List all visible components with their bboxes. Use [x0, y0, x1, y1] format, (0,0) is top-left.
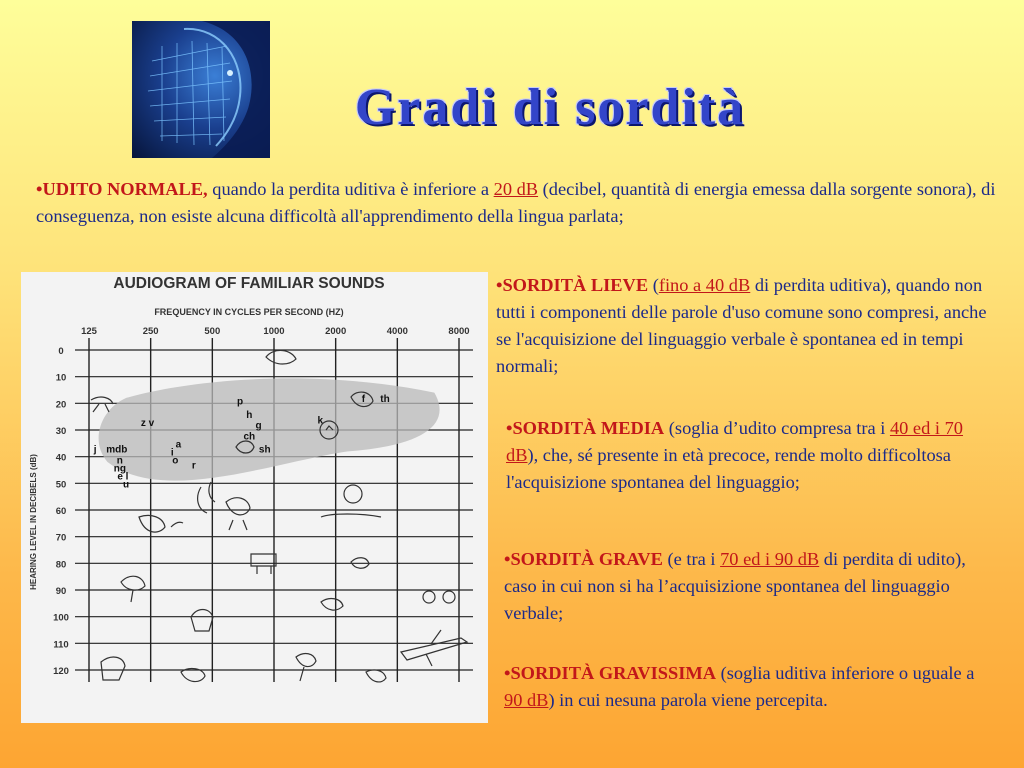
text: di perdita uditiva), quando non tutti i componenti delle parole d'uso comune sono compresi, anche se l'acquisizione del linguaggio verbale è spontanea ed in tempi normali;: [496, 275, 987, 376]
link-20-db[interactable]: 20 dB: [493, 179, 539, 199]
page-title: Gradi di sordità: [354, 79, 746, 136]
level-labels: [53, 346, 69, 677]
keyword-sordita-gravissima: SORDITÀ GRAVISSIMA: [510, 663, 717, 683]
bird-icon: [266, 350, 296, 364]
text: quando la perdita uditiva è inferiore a: [207, 179, 494, 199]
phoneme-label: a: [175, 439, 182, 451]
keyword-sordita-media: SORDITÀ MEDIA: [512, 418, 665, 438]
frequency-label: 8000: [448, 326, 470, 337]
level-label: 120: [53, 666, 69, 677]
level-label: 110: [53, 639, 69, 651]
face-grid-icon: [132, 21, 270, 158]
phoneme-label: ch: [243, 431, 256, 443]
phoneme-label: h: [246, 410, 253, 421]
keyword-sordita-grave: SORDITÀ GRAVE: [510, 549, 663, 569]
barking-dog-icon: [139, 515, 183, 532]
keyword-sordita-lieve: SORDITÀ LIEVE: [502, 275, 649, 295]
phoneme-label: u: [122, 479, 130, 491]
text: (e tra i: [662, 549, 721, 569]
helicopter-icon: [191, 610, 213, 632]
level-label: 20: [55, 399, 67, 411]
motorcycle-wheel-icon: [443, 591, 455, 603]
bullet: •: [506, 418, 513, 438]
level-label: 60: [55, 506, 67, 517]
section-sordita-grave: [504, 546, 996, 627]
frequency-label: 4000: [386, 326, 408, 337]
section-sordita-media: [506, 415, 998, 496]
audiogram-svg: [21, 272, 488, 723]
audiogram-chart: [21, 272, 488, 723]
phoneme-label: g: [255, 420, 262, 432]
phoneme-label: i: [170, 447, 174, 459]
phoneme-label: j: [93, 444, 97, 456]
frequency-label: 1000: [263, 326, 285, 337]
level-label: 80: [55, 559, 67, 571]
text: ) in cui nesuna parola viene percepita.: [548, 690, 828, 710]
text: (decibel, quantità di energia emessa dalla sorgente sonora), di conseguenza, non esiste alcuna difficoltà all'apprendimento della lingua parlata;: [36, 179, 996, 226]
text: (soglia uditiva inferiore o uguale a: [716, 663, 975, 683]
level-label: 0: [58, 346, 64, 357]
phoneme-label: p: [237, 396, 244, 408]
phoneme-label: k: [317, 415, 324, 427]
phoneme-label: ng: [113, 463, 126, 475]
dog-icon: [226, 498, 250, 530]
text: (soglia d’udito compresa tra i: [664, 418, 890, 438]
level-label: 90: [55, 586, 67, 597]
phoneme-label: z v: [140, 418, 155, 429]
phoneme-label: o: [172, 455, 179, 467]
text: di perdita di udito), caso in cui non si ha l’acquisizione spontanea del linguaggio verbale;: [504, 549, 966, 623]
phoneme-label: sh: [258, 444, 271, 456]
level-label: 40: [55, 452, 67, 464]
level-label: 50: [55, 479, 67, 491]
phoneme-label: n: [116, 455, 123, 467]
frequency-label: 250: [142, 326, 159, 337]
phoneme-label: th: [380, 394, 390, 405]
link-40-70-db[interactable]: 40 ed i 70 dB: [506, 418, 963, 465]
phoneme-label: f: [361, 394, 366, 405]
level-label: 70: [55, 532, 67, 544]
audiogram-ylabel: HEARING LEVEL IN DECIBELS (dB): [29, 454, 38, 590]
piano-icon: [251, 554, 276, 574]
link-70-90-db[interactable]: 70 ed i 90 dB: [720, 549, 820, 569]
link-fino-a-40-db[interactable]: fino a 40 dB: [658, 275, 751, 295]
phoneme-label: mdb: [106, 444, 128, 456]
truck-icon: [121, 576, 145, 602]
level-label: 30: [55, 426, 67, 437]
level-label: 10: [55, 372, 67, 384]
bullet: •: [36, 179, 43, 199]
frequency-label: 500: [204, 326, 221, 337]
level-label: 100: [53, 612, 69, 624]
drummer-icon: [296, 654, 316, 681]
phoneme-label: e l: [117, 471, 129, 483]
airplane-icon: [401, 630, 467, 666]
phoneme-label: r: [191, 460, 196, 472]
chainsaw-icon: [321, 599, 343, 611]
bullet: •: [504, 549, 511, 569]
tire-icon: [344, 485, 362, 503]
frequency-label: 2000: [325, 326, 347, 337]
dripping-faucet-icon: [91, 397, 113, 412]
text: ), che, sé presente in età precoce, rende molto difficoltosa l'acquisizione spontanea del linguaggio;: [506, 445, 951, 492]
frequency-labels: [81, 326, 470, 337]
lawnmower-icon: [321, 514, 381, 517]
motorcycle-wheel-icon: [423, 591, 435, 603]
bullet: •: [496, 275, 503, 295]
jackhammer-icon: [101, 657, 125, 680]
frequency-label: 125: [81, 326, 97, 337]
keyword-udito-normale: UDITO NORMALE,: [42, 179, 208, 199]
rock-band-icon: [366, 670, 386, 682]
portrait-image: [132, 21, 270, 158]
audiogram-title: AUDIOGRAM OF FAMILIAR SOUNDS: [113, 275, 385, 292]
link-90-db[interactable]: 90 dB: [504, 690, 549, 710]
section-sordita-lieve: [496, 272, 996, 380]
audiogram-subtitle: FREQUENCY IN CYCLES PER SECOND (HZ): [154, 307, 344, 317]
text: (: [648, 275, 659, 295]
bullet: •: [504, 663, 511, 683]
section-udito-normale: [36, 176, 996, 230]
section-sordita-gravissima: [504, 660, 996, 714]
